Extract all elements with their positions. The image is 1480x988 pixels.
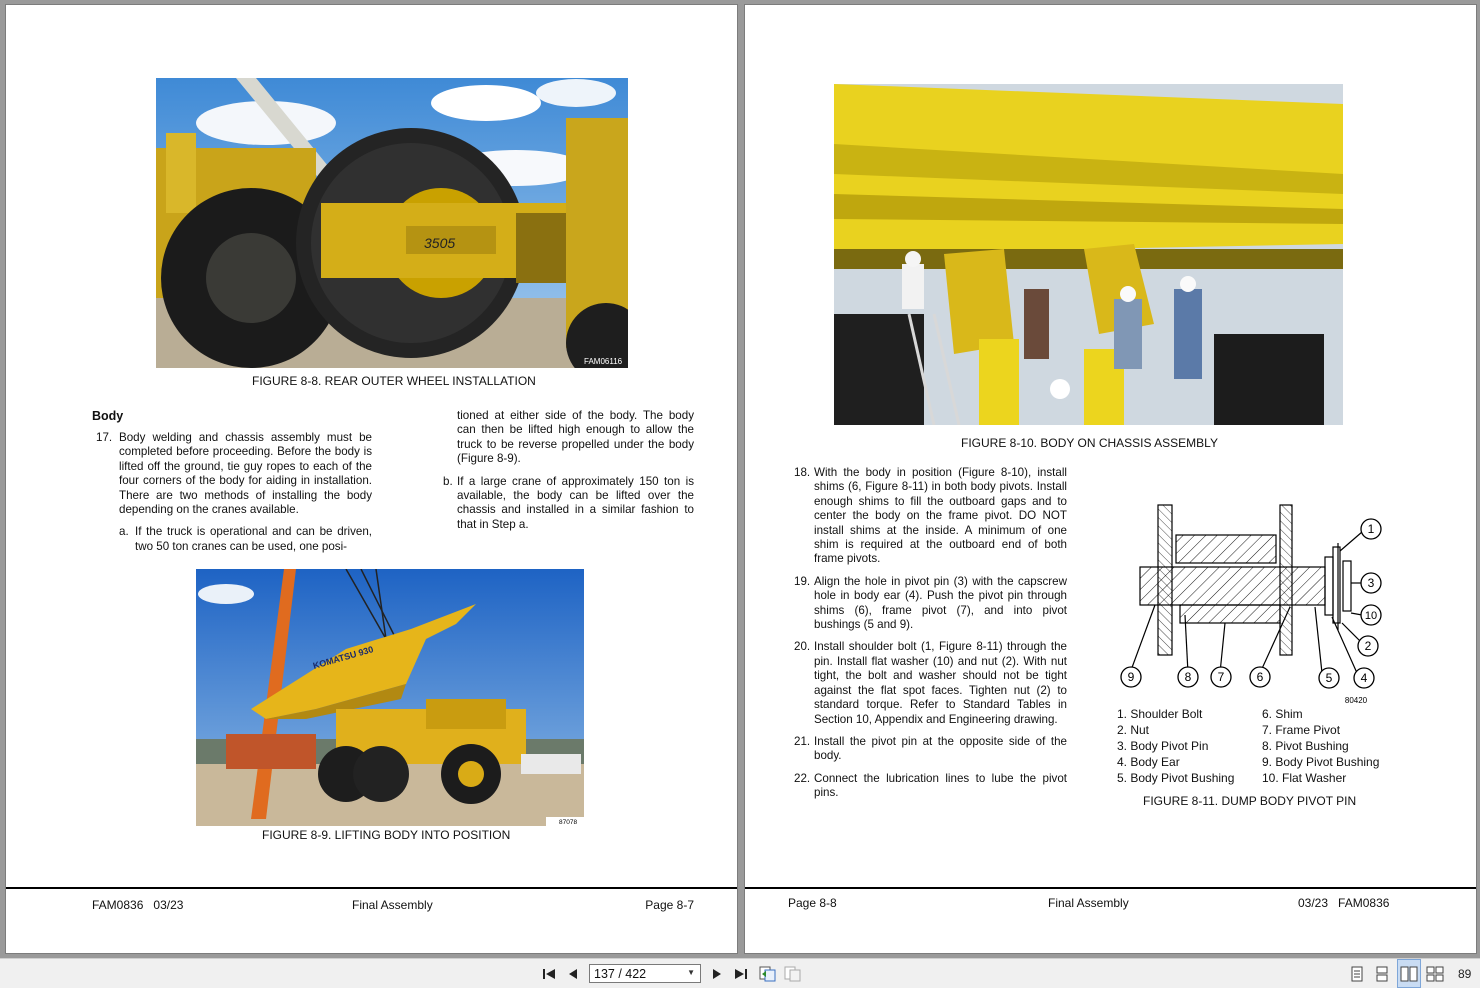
- step-20: [794, 640, 1067, 726]
- step-number: 20.: [794, 640, 811, 654]
- figure-8-8-caption: FIGURE 8-8. REAR OUTER WHEEL INSTALLATION: [252, 374, 536, 388]
- skip-first-icon: [542, 968, 556, 980]
- step-a-continued: [443, 409, 694, 467]
- single-page-icon: [1351, 966, 1363, 982]
- step-text: With the body in position (Figure 8-10), install shims (6, Figure 8-11) in both body pivots. Install enough shims to fill the outboard gaps and to center the body on the frame pivot. DO NOT install shims at the inside. A minimum of one shim is required at the outboard end of both frame pivots.: [814, 466, 1067, 566]
- legend-item: 4. Body Ear: [1117, 755, 1180, 769]
- body-on-chassis-photo: [834, 84, 1343, 425]
- forward-view-icon: [784, 966, 802, 982]
- step-text: Body welding and chassis assembly must be completed before proceeding. Before the body is lifted off the ground, tie guy ropes to each of the four corners of the body for aiding in installation. There are two methods of installing the body depending on the cranes available.: [119, 431, 372, 517]
- rear-wheel-photo: [156, 78, 628, 368]
- legend-item: 2. Nut: [1117, 723, 1150, 737]
- footer-rule: [6, 887, 737, 889]
- step-number: 21.: [794, 734, 811, 748]
- next-view-button[interactable]: [782, 959, 804, 988]
- callout-label: 6: [1256, 670, 1264, 684]
- legend-right: [1262, 706, 1379, 786]
- callout-label: 5: [1325, 671, 1333, 685]
- chevron-left-icon: [568, 968, 578, 980]
- drawing-id: 80420: [1344, 696, 1368, 705]
- lifting-body-photo: [196, 569, 584, 826]
- step-number: 18.: [794, 466, 811, 479]
- callout-8: [1178, 667, 1198, 687]
- doc-number: FAM0836: [1338, 896, 1390, 910]
- figure-8-10-caption: FIGURE 8-10. BODY ON CHASSIS ASSEMBLY: [961, 436, 1218, 450]
- callout-label: 2: [1364, 639, 1372, 653]
- photo-id: 87078: [559, 819, 578, 826]
- step-number: 19.: [794, 574, 811, 588]
- section-heading: Body: [92, 409, 124, 423]
- callout-2: [1358, 636, 1378, 656]
- callout-label: 4: [1360, 671, 1368, 685]
- machine-number: 3505: [424, 235, 456, 251]
- step-text: If the truck is operational and can be driven, two 50 ton cranes can be used, one posi-: [135, 525, 372, 553]
- pivot-pin-drawing: [1110, 495, 1390, 710]
- body-lettering: KOMATSU 930: [311, 644, 375, 671]
- legend-item: 3. Body Pivot Pin: [1117, 739, 1209, 753]
- footer-doc: [1298, 896, 1389, 910]
- legend-left: [1117, 706, 1234, 786]
- callout-7: [1211, 667, 1231, 687]
- legend-item: 5. Body Pivot Bushing: [1117, 771, 1235, 785]
- step-22: [794, 772, 1067, 801]
- page-number-field[interactable]: [589, 964, 701, 983]
- continuous-facing-view-button[interactable]: [1424, 959, 1446, 988]
- first-page-button[interactable]: [538, 959, 560, 988]
- legend-item: 7. Frame Pivot: [1262, 723, 1341, 737]
- step-text: Install shoulder bolt (1, Figure 8-11) through the pin. Install flat washer (10) and nut (2). With nut tight, the bolt and washer should not be tight against the flat spot faces. Tighten nut (2) to standard torque. Refer to Standard Tables in Section 10, Appendix and Engineering drawing.: [814, 640, 1067, 726]
- doc-date: 03/23: [153, 898, 184, 912]
- step-19: [794, 575, 1067, 633]
- step-letter: a.: [119, 525, 129, 539]
- callout-3: [1361, 573, 1381, 593]
- footer-title: Final Assembly: [352, 898, 433, 912]
- previous-page-button[interactable]: [563, 959, 583, 988]
- back-view-icon: [759, 966, 777, 982]
- figure-8-9-caption: FIGURE 8-9. LIFTING BODY INTO POSITION: [262, 828, 511, 842]
- step-18: [794, 466, 1067, 567]
- doc-number: FAM0836: [92, 898, 144, 912]
- footer-title: Final Assembly: [1048, 896, 1129, 910]
- footer-page: Page 8-7: [645, 898, 694, 912]
- callout-label: 7: [1217, 670, 1225, 684]
- callout-label: 10: [1364, 610, 1378, 622]
- step-b: [443, 475, 694, 533]
- left-page: [6, 5, 737, 953]
- step-text: Install the pivot pin at the opposite side of the body.: [814, 734, 1067, 763]
- right-page: [745, 5, 1476, 953]
- step-number: 17.: [96, 431, 113, 444]
- callout-6: [1250, 667, 1270, 687]
- previous-view-button[interactable]: [757, 959, 779, 988]
- dropdown-arrow-icon: ▼: [687, 968, 695, 977]
- legend-item: 8. Pivot Bushing: [1262, 739, 1349, 753]
- callout-4: [1354, 668, 1374, 688]
- step-a: [96, 525, 372, 554]
- step-letter: b.: [443, 474, 453, 488]
- figure-8-11-caption: FIGURE 8-11. DUMP BODY PIVOT PIN: [1143, 794, 1357, 808]
- callout-1: [1361, 519, 1381, 539]
- continuous-page-icon: [1376, 966, 1388, 982]
- callout-9: [1121, 667, 1141, 687]
- callout-10: [1361, 605, 1381, 625]
- left-column: [96, 431, 372, 554]
- doc-date: 03/23: [1298, 896, 1329, 910]
- next-page-button[interactable]: [707, 959, 727, 988]
- continuous-view-button[interactable]: [1371, 959, 1393, 988]
- step-text: Align the hole in pivot pin (3) with the capscrew hole in body ear (4). Push the pivot pin through shims (6), frame pivot (7), and into pivot bushings (5 and 9).: [814, 574, 1067, 632]
- continuous-facing-icon: [1426, 966, 1444, 982]
- right-column: [443, 409, 694, 532]
- footer-rule: [745, 887, 1476, 889]
- legend-item: 1. Shoulder Bolt: [1117, 707, 1203, 721]
- skip-last-icon: [734, 968, 748, 980]
- page-indicator: 137 / 422: [594, 966, 647, 981]
- steps-list: [794, 466, 1067, 801]
- step-text: If a large crane of approximately 150 ton is available, the body can be lifted over the chassis and installed in a similar fashion to that in Step a.: [457, 474, 694, 531]
- step-17: [96, 431, 372, 517]
- callout-label: 1: [1367, 522, 1375, 536]
- callout-label: 8: [1184, 670, 1192, 684]
- callout-label: 3: [1367, 576, 1375, 590]
- callout-label: 9: [1127, 670, 1135, 684]
- legend-item: 9. Body Pivot Bushing: [1262, 755, 1380, 769]
- callout-5: [1319, 668, 1339, 688]
- facing-pages-icon: [1400, 966, 1418, 982]
- step-text: tioned at either side of the body. The body can then be lifted high enough to allow the truck to be reverse propelled under the body (Figure 8-9).: [457, 409, 694, 466]
- facing-view-button[interactable]: [1397, 959, 1421, 988]
- last-page-button[interactable]: [730, 959, 752, 988]
- chevron-right-icon: [712, 968, 722, 980]
- step-text: Connect the lubrication lines to lube the pivot pins.: [814, 771, 1067, 800]
- step-21: [794, 735, 1067, 764]
- footer-doc: [92, 898, 183, 912]
- viewer-toolbar: [0, 958, 1480, 988]
- single-page-view-button[interactable]: [1346, 959, 1368, 988]
- step-number: 22.: [794, 771, 811, 785]
- footer-page: Page 8-8: [788, 896, 837, 910]
- zoom-level[interactable]: 89: [1458, 966, 1472, 981]
- legend-item: 10. Flat Washer: [1262, 771, 1347, 785]
- legend-item: 6. Shim: [1262, 707, 1303, 721]
- photo-id: FAM06116: [584, 357, 623, 366]
